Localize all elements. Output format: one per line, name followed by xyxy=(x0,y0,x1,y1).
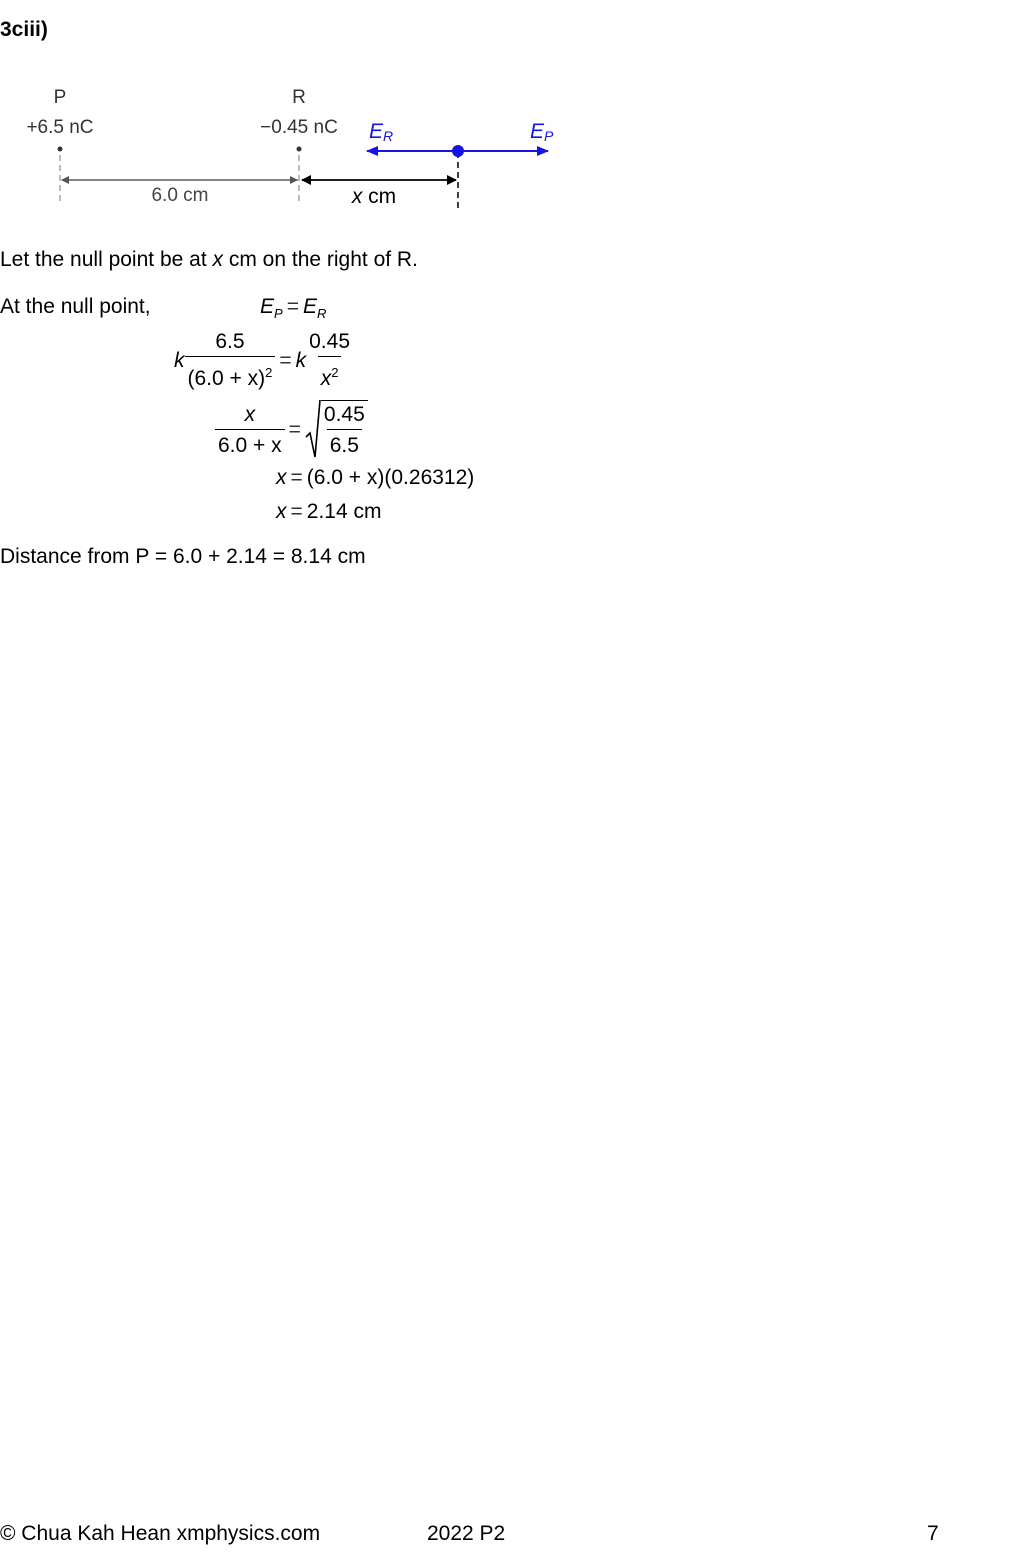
eq0-rhs: E xyxy=(302,295,317,318)
eq2-den: 6.0 + x xyxy=(215,429,285,460)
equation-linear: x = (6.0 + x)(0.26312) xyxy=(276,466,475,489)
pr-distance-label: 6.0 cm xyxy=(151,185,209,206)
eq2-fraction-left xyxy=(215,401,285,460)
eq3-rhs: (6.0 + x)(0.26312) xyxy=(306,466,475,489)
eq1-k-right: k xyxy=(295,348,307,372)
eq4-lhs: x xyxy=(276,500,287,523)
er-label: ER xyxy=(369,120,394,144)
ep-label: EP xyxy=(530,120,554,144)
sqrt-sign xyxy=(305,399,321,461)
footer-paper: 2022 P2 xyxy=(427,1522,506,1545)
eq1-num-right: 0.45 xyxy=(309,330,350,353)
eq0-rhs-sub: R xyxy=(316,306,327,322)
eq1-den-left-pow: 2 xyxy=(265,365,273,380)
eq2-num: x xyxy=(244,402,256,426)
eq2-root-fraction xyxy=(321,401,368,460)
equation-field-balance: $E_P = E_R$ xyxy=(260,295,327,322)
eq1-k-left: k xyxy=(174,348,185,372)
eq1-num-left: 6.5 xyxy=(215,330,245,353)
eq1-den-right-pow: 2 xyxy=(331,365,339,380)
eq2-sqrt xyxy=(305,399,368,461)
equation-coulomb: k $\frac{6.5}{(6.0 + x)^2}$ = k $\frac{0.45}{x^2}$ xyxy=(174,328,353,393)
eq0-lhs-sub: P xyxy=(274,306,283,322)
equation-root: $\frac{x}{6.0 + x}$ = $\frac{0.45}{6.5}$ xyxy=(215,399,368,461)
result-expr: = 6.0 + 2.14 = 8.14 cm xyxy=(154,545,366,568)
p-label: P xyxy=(53,87,67,108)
eq0-lhs: E xyxy=(260,295,275,318)
eq3-lhs: x xyxy=(276,466,287,489)
p-charge-dot xyxy=(58,147,63,152)
eq2-root-num: 0.45 xyxy=(323,403,365,426)
assumption-text-pre: Let the null point be at xyxy=(0,248,213,271)
assumption-text-post: cm on the right of R. xyxy=(223,248,418,271)
eq2-sqrt-body xyxy=(321,400,368,460)
x-distance-label: x cm xyxy=(351,185,397,208)
p-charge: +6.5 nC xyxy=(26,117,94,138)
r-charge: −0.45 nC xyxy=(260,117,338,138)
eq1-den-left-wrap xyxy=(185,356,276,393)
assumption-text xyxy=(0,248,418,272)
equation-solution: x = 2.14 cm xyxy=(276,500,382,523)
eq1-den-left: (6.0 + x) xyxy=(187,367,266,390)
eq2-root-den: 6.5 xyxy=(327,429,362,460)
eq1-fraction-right xyxy=(306,328,353,393)
eq4-rhs: 2.14 cm xyxy=(306,500,382,523)
null-point-label: At the null point, xyxy=(0,295,151,318)
eq1-den-right-wrap xyxy=(318,356,342,393)
null-point-dot xyxy=(452,145,464,157)
assumption-var: x xyxy=(212,248,223,271)
result-line xyxy=(0,545,366,569)
eq1-fraction-left xyxy=(185,328,276,393)
footer-copyright: © Chua Kah Hean xmphysics.com xyxy=(0,1522,321,1545)
footer-page-number: 7 xyxy=(927,1522,939,1545)
r-charge-dot xyxy=(297,147,302,152)
question-heading: 3ciii) xyxy=(0,18,48,41)
eq1-den-right: x xyxy=(320,367,332,390)
charge-diagram xyxy=(0,70,600,220)
result-pre: Distance from P xyxy=(0,545,149,568)
r-label: R xyxy=(292,87,306,108)
